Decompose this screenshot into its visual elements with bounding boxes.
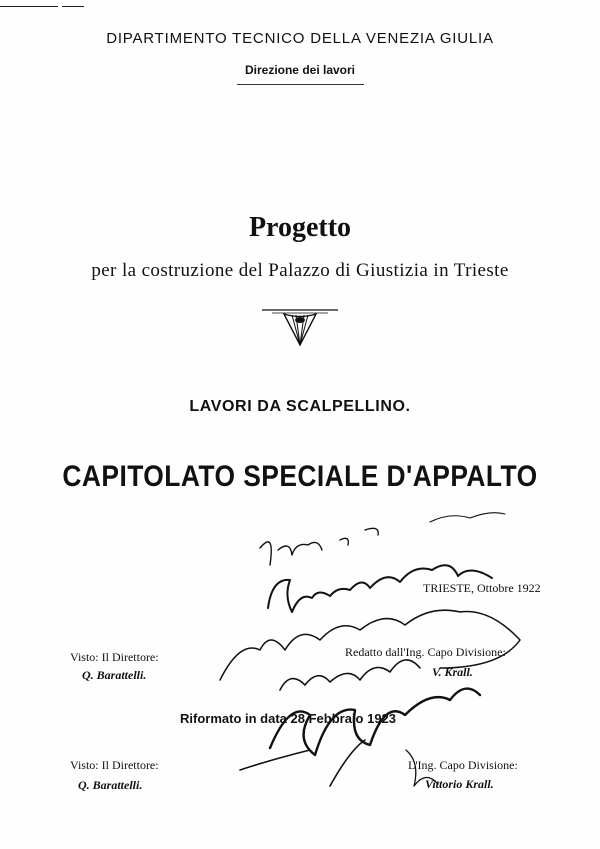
direction-subheading: Direzione dei lavori [244, 63, 356, 77]
scan-mark-top-left-2 [62, 6, 84, 7]
visto-director-label-2: Visto: Il Direttore: [70, 758, 159, 772]
director-name-1: Q. Barattelli. [82, 668, 147, 682]
engineer-name-1: V. Krall. [432, 665, 473, 679]
director-name-2: Q. Barattelli. [78, 778, 143, 792]
engineer-label-2: L'Ing. Capo Divisione: [408, 758, 518, 772]
fan-ornament-icon [262, 305, 338, 347]
engineer-name-2: Vittorio Krall. [425, 777, 494, 791]
scan-mark-top-left [0, 6, 58, 7]
place-date: TRIESTE, Ottobre 1922 [423, 581, 541, 595]
header-divider [237, 84, 364, 85]
project-title: Progetto [248, 212, 352, 243]
project-subtitle: per la costruzione del Palazzo di Giustizia in Trieste [91, 260, 509, 281]
works-heading: LAVORI DA SCALPELLINO. [189, 398, 411, 415]
document-title: CAPITOLATO SPECIALE D'APPALTO [62, 460, 538, 493]
reformed-date: Riformato in data 28 Febbraio 1923 [180, 711, 397, 726]
visto-director-label-1: Visto: Il Direttore: [70, 650, 159, 664]
redatto-label: Redatto dall'Ing. Capo Divisione: [345, 645, 506, 659]
department-heading: DIPARTIMENTO TECNICO DELLA VENEZIA GIULIA [106, 30, 494, 47]
